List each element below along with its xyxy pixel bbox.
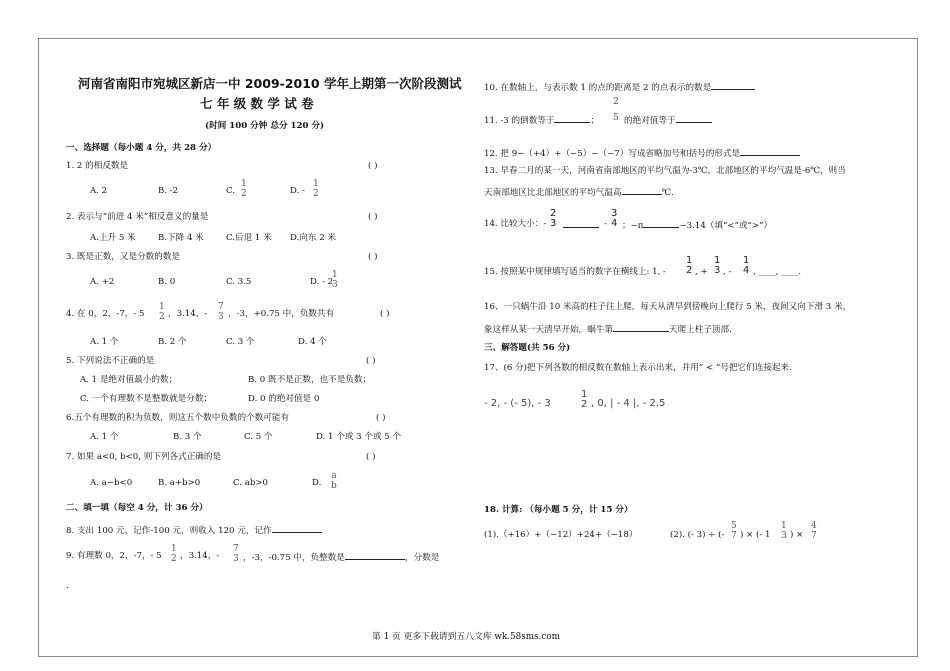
page-footer: 第 1 页 更多下载请到五八文库 wk.58sms.com: [372, 632, 560, 642]
q18-part-2-b: ) × (- 1: [740, 530, 771, 540]
q16-text-b: 象这样从某一天清早开始，蜗牛第 天爬上柱子顶部.: [484, 322, 732, 336]
q11-blank-reciprocal[interactable]: [554, 113, 590, 123]
q3-option-c: C. 3.5: [226, 277, 252, 287]
q6-paren: ( ): [376, 413, 386, 423]
q4-option-b: B. 2 个: [158, 337, 187, 347]
q9-fraction-1: 1 2: [171, 544, 177, 564]
exam-title: 河南省南阳市宛城区新店一中 2009-2010 学年上期第一次阶段测试: [78, 76, 462, 91]
q14-fraction-1: 2 3: [550, 208, 557, 229]
q3-paren: ( ): [368, 252, 378, 262]
q1-option-c: C.: [226, 186, 236, 196]
q3-option-d: D. - 2: [310, 277, 334, 287]
q14-text-a: 14. 比较大小：-: [484, 219, 547, 229]
q13-text-a: 13. 早春二月的某一天，河南省南部地区的平均气温为-3℃，北部地区的平均气温是-6℃，则当: [484, 166, 846, 176]
q9-text-b: ，3.14，-: [180, 551, 220, 561]
q3-option-a: A. +2: [90, 277, 115, 287]
q5-option-b: B. 0 既不是正数，也不是负数；: [248, 375, 372, 385]
q4-stem-b: ，3.14，-: [168, 309, 208, 319]
q2-option-b: B.下降 4 米: [158, 233, 204, 243]
q9-blank-negative-integers[interactable]: [345, 550, 405, 560]
q2-stem: 2. 表示与“前进 4 米”相反意义的量是: [66, 212, 209, 222]
q9-fraction-2: 7 3: [233, 544, 239, 564]
q1-d-fraction: 1 2: [313, 179, 319, 199]
q18-fraction-3: 4 7: [811, 521, 817, 541]
q16-blank[interactable]: [613, 322, 669, 332]
q4-option-a: A. 1 个: [90, 337, 119, 347]
q17-text: 17、(6 分)把下列各数的相反数在数轴上表示出来，并用” < ”号把它们连接起来.: [484, 363, 792, 373]
q15-fraction-3: 1 4: [743, 255, 750, 276]
q7-d-fraction: a b: [331, 471, 337, 491]
q4-stem-c: ，-3，+0.75 中，负数共有: [228, 309, 335, 319]
q7-option-b: B. a+b>0: [158, 478, 201, 488]
q8-blank[interactable]: [272, 523, 322, 533]
q9-continuation-dot: .: [66, 581, 69, 591]
q14-fraction-2: 3 4: [611, 208, 618, 229]
q17-numbers-a: - 2, - (- 5), - 3: [484, 398, 551, 409]
q11-text-a: 11. -3 的倒数等于 ；: [484, 113, 599, 127]
q1-option-b: B. -2: [158, 186, 179, 196]
q4-fraction-2: 7 3: [218, 302, 224, 322]
q9-text-a: 9. 有理数 0，2，-7，- 5: [66, 551, 162, 561]
q7-stem: 7. 如果 a<0, b<0, 则下列各式正确的是: [66, 452, 222, 462]
q12-blank[interactable]: [740, 146, 800, 156]
q5-option-d: D. 0 的绝对值是 0: [248, 394, 320, 404]
q18-part-2-c: ) ×: [790, 530, 804, 540]
q1-option-d: D. -: [290, 186, 305, 196]
q5-paren: ( ): [366, 356, 376, 366]
q1-stem: 1. 2 的相反数是: [66, 161, 129, 171]
q18-part-1: (1).（+16）+（−12）+24+（−18）: [484, 530, 638, 540]
q18-fraction-2: 1 3: [781, 521, 787, 541]
q14-text-c: ；−π −3.14（填“<”或“>”）: [622, 218, 772, 232]
q3-stem: 3. 既是正数，又是分数的数是: [66, 252, 181, 262]
q7-option-a: A. a−b<0: [90, 478, 133, 488]
q10-text: 10. 在数轴上，与表示数 1 的点的距离是 2 的点表示的数是: [484, 80, 755, 94]
q13-blank[interactable]: [622, 185, 662, 195]
q2-option-c: C.后退 1 米: [226, 233, 272, 243]
q4-stem-a: 4. 在 0，2，-7，- 5: [66, 309, 145, 319]
q11-blank-absolute[interactable]: [676, 113, 712, 123]
q12-text: 12. 把 9−（+4）+（−5）−（−7）写成省略加号和括号的形式是: [484, 146, 800, 160]
q5-option-c: C. 一个有理数不是整数就是分数；: [80, 394, 213, 404]
q18-title: 18. 计算: （每小题 5 分，计 15 分）: [484, 505, 633, 515]
q1-option-a: A. 2: [90, 186, 108, 196]
q10-blank[interactable]: [711, 80, 755, 90]
q6-option-c: C. 5 个: [244, 432, 273, 442]
section3-title: 三、解答题(共 56 分): [484, 343, 571, 353]
q16-text-a: 16、一只蜗牛沿 10 米高的柱子往上爬，每天从清早到傍晚向上爬行 5 米，夜间又向下滑 3 米，: [484, 302, 852, 312]
q13-text-b: 天南部地区比北部地区的平均气温高 ℃.: [484, 185, 674, 199]
q4-option-d: D. 4 个: [298, 337, 327, 347]
q14-text-b: -: [604, 219, 607, 229]
exam-meta: (时间 100 分钟 总分 120 分): [205, 121, 325, 131]
q5-stem: 5. 下列说法不正确的是: [66, 356, 155, 366]
q3-option-b: B. 0: [158, 277, 176, 287]
q15-fraction-2: 1 3: [714, 255, 721, 276]
q14-blank-2[interactable]: [643, 218, 679, 228]
q17-numbers-b: , 0, | - 4 |, - 2.5: [591, 398, 666, 409]
q6-option-b: B. 3 个: [173, 432, 202, 442]
q2-option-a: A.上升 5 米: [90, 233, 136, 243]
q14-blank-1-wrap: [563, 218, 599, 232]
q17-fraction: 1 2: [581, 389, 588, 410]
q4-option-c: C. 3 个: [226, 337, 255, 347]
q6-option-a: A. 1 个: [90, 432, 119, 442]
q15-text-d: , ____, ____.: [753, 267, 802, 277]
q15-text-b: , +: [695, 267, 708, 277]
q11-text-c: 的绝对值等于: [624, 113, 712, 127]
q6-option-d: D. 1 个或 3 个或 5 个: [316, 432, 402, 442]
q6-stem: 6.五个有理数的积为负数，则这五个数中负数的个数可能有: [66, 413, 290, 423]
q18-fraction-1: 5 7: [731, 521, 737, 541]
q1-c-fraction: 1 2: [241, 179, 247, 199]
q15-fraction-1: 1 2: [686, 255, 693, 276]
section2-title: 二、填一填（每空 4 分，计 36 分）: [66, 503, 208, 513]
q2-option-d: D.向东 2 米: [290, 233, 337, 243]
q18-part-2-a: (2). (- 3) ÷ (-: [670, 530, 725, 540]
q1-paren: ( ): [368, 161, 378, 171]
q11-fraction: 2 5: [613, 97, 619, 123]
q5-option-a: A. 1 是绝对值最小的数；: [80, 375, 178, 385]
q4-paren: ( ): [380, 309, 390, 319]
q15-text-c: , -: [723, 267, 732, 277]
q8-text: 8. 支出 100 元，记作-100 元，则收入 120 元，记作: [66, 523, 322, 537]
q2-paren: ( ): [368, 212, 378, 222]
q14-blank-1[interactable]: [563, 218, 599, 228]
exam-subtitle: 七 年 级 数 学 试 卷: [200, 96, 314, 111]
section1-title: 一、选择题（每小题 4 分，共 28 分）: [66, 143, 217, 153]
q7-option-c: C. ab>0: [233, 478, 269, 488]
q7-paren: ( ): [366, 452, 376, 462]
q4-fraction-1: 1 2: [159, 302, 165, 322]
q15-text-a: 15. 按照某中规律填写适当的数字在横线上: 1, -: [484, 267, 666, 277]
q3-d-fraction: 1 3: [332, 270, 338, 290]
q9-text-c: ，-3，-0.75 中，负整数是 ，分数是: [243, 550, 439, 564]
q7-option-d: D.: [312, 478, 322, 488]
